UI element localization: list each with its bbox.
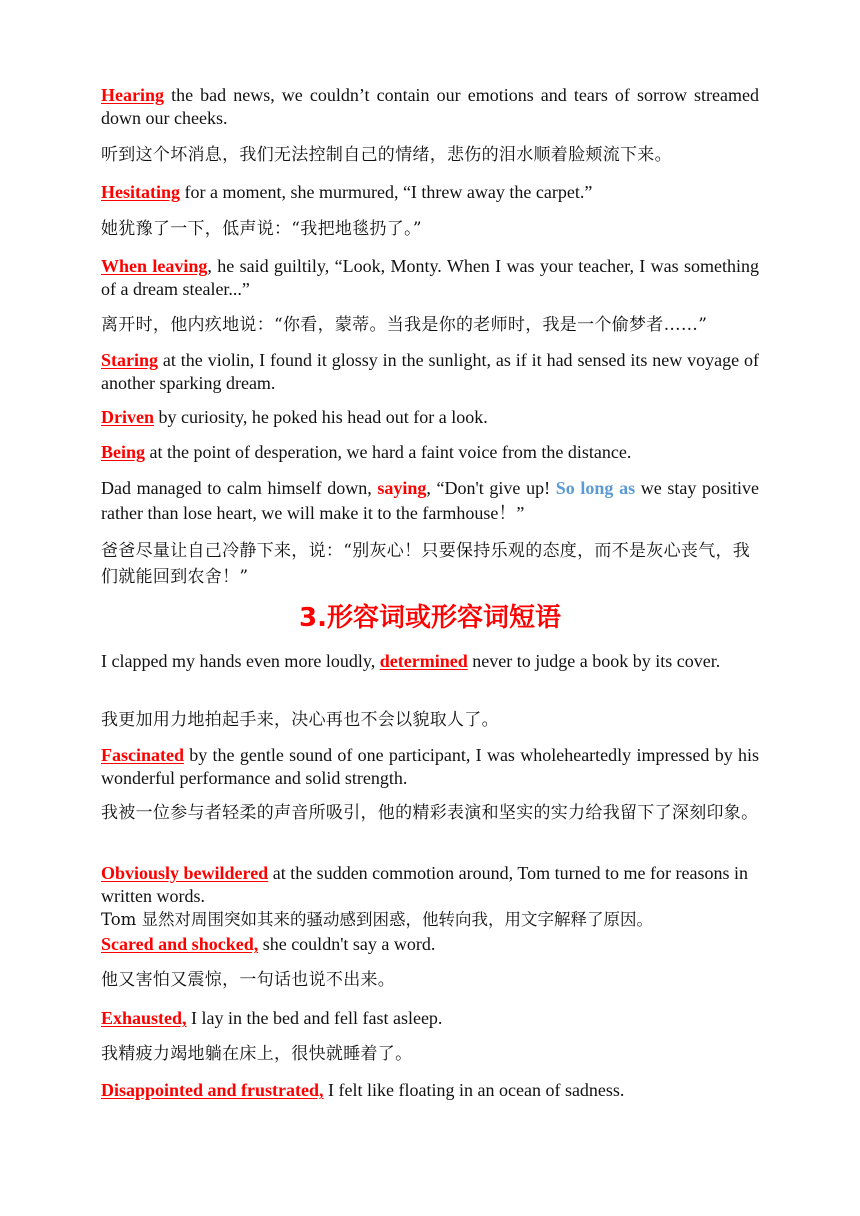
sentence-being bbox=[101, 441, 759, 464]
section-heading: 3.形容词或形容词短语 bbox=[299, 603, 561, 633]
sentence-text: she couldn't say a word. bbox=[258, 934, 436, 954]
translation: 她犹豫了一下，低声说：“我把地毯扔了。” bbox=[101, 219, 422, 239]
sentence-disappointed bbox=[101, 1079, 759, 1102]
translation: Tom 显然对周围突如其来的骚动感到困惑，他转向我，用文字解释了原因。 bbox=[101, 910, 654, 929]
translation: 我被一位参与者轻柔的声音所吸引，他的精彩表演和坚实的实力给我留下了深刻印象。 bbox=[101, 803, 759, 823]
keyword: Disappointed and frustrated, bbox=[101, 1080, 324, 1100]
sentence-text: I lay in the bed and fell fast asleep. bbox=[186, 1008, 443, 1028]
sentence-determined bbox=[101, 650, 759, 673]
sentence-hearing bbox=[101, 84, 759, 130]
sentence-text: by the gentle sound of one participant, I was wholeheartedly impressed by his wonderful performance and solid strength. bbox=[101, 745, 759, 788]
keyword: Fascinated bbox=[101, 745, 184, 765]
sentence-text: at the sudden commotion around, Tom turned to me for reasons in written words. bbox=[101, 863, 749, 906]
sentence-hesitating bbox=[101, 181, 759, 204]
sentence-driven bbox=[101, 406, 759, 429]
keyword: Being bbox=[101, 442, 146, 462]
sentence-text: I felt like floating in an ocean of sadness. bbox=[323, 1080, 625, 1100]
sentence-exhausted bbox=[101, 1007, 759, 1030]
translation: 我精疲力竭地躺在床上，很快就睡着了。 bbox=[101, 1044, 413, 1064]
sentence-text: never to judge a book by its cover. bbox=[467, 651, 721, 671]
keyword-blue: So long as bbox=[555, 478, 636, 498]
keyword: Hearing bbox=[101, 85, 164, 105]
keyword: determined bbox=[379, 651, 468, 671]
translation: 我更加用力地拍起手来，决心再也不会以貌取人了。 bbox=[101, 710, 499, 730]
sentence-when-leaving bbox=[101, 255, 759, 301]
sentence-text: we stay positive rather than lose heart, we will make it to the farmhouse！” bbox=[101, 478, 760, 523]
sentence-text: , “Don't give up! bbox=[426, 478, 556, 498]
sentence-text: by curiosity, he poked his head out for a look. bbox=[154, 407, 488, 427]
sentence-fascinated bbox=[101, 744, 759, 790]
sentence-text: the bad news, we couldn’t contain our emotions and tears of sorrow streamed down our cheeks. bbox=[101, 85, 759, 128]
sentence-text: at the point of desperation, we hard a faint voice from the distance. bbox=[145, 442, 632, 462]
keyword: Exhausted, bbox=[101, 1008, 187, 1028]
translation: 他又害怕又震惊，一句话也说不出来。 bbox=[101, 970, 396, 990]
translation: 离开时，他内疚地说：“你看，蒙蒂。当我是你的老师时，我是一个偷梦者……” bbox=[101, 315, 708, 335]
keyword: Obviously bewildered bbox=[101, 863, 269, 883]
translation: 听到这个坏消息，我们无法控制自己的情绪，悲伤的泪水顺着脸颊流下来。 bbox=[101, 145, 672, 165]
translation: 爸爸尽量让自己冷静下来，说：“别灰心！只要保持乐观的态度，而不是灰心丧气，我们就能回到农舍！” bbox=[101, 541, 751, 587]
sentence-scared bbox=[101, 933, 759, 956]
sentence-text: for a moment, she murmured, “I threw away the carpet.” bbox=[180, 182, 593, 202]
sentence-bewildered bbox=[101, 862, 761, 908]
keyword: When leaving bbox=[101, 256, 208, 276]
keyword: Driven bbox=[101, 407, 154, 427]
keyword: Hesitating bbox=[101, 182, 180, 202]
sentence-text: at the violin, I found it glossy in the sunlight, as if it had sensed its new voyage of another sparking dream. bbox=[101, 350, 759, 393]
sentence-dad bbox=[101, 476, 759, 526]
sentence-text: I clapped my hands even more loudly, bbox=[101, 651, 380, 671]
keyword: Scared and shocked, bbox=[101, 934, 259, 954]
keyword: Staring bbox=[101, 350, 159, 370]
keyword: saying bbox=[377, 478, 427, 498]
sentence-text: , he said guiltily, “Look, Monty. When I was your teacher, I was something of a dream stealer...” bbox=[101, 256, 759, 299]
sentence-staring bbox=[101, 349, 759, 395]
sentence-text: Dad managed to calm himself down, bbox=[101, 478, 378, 498]
